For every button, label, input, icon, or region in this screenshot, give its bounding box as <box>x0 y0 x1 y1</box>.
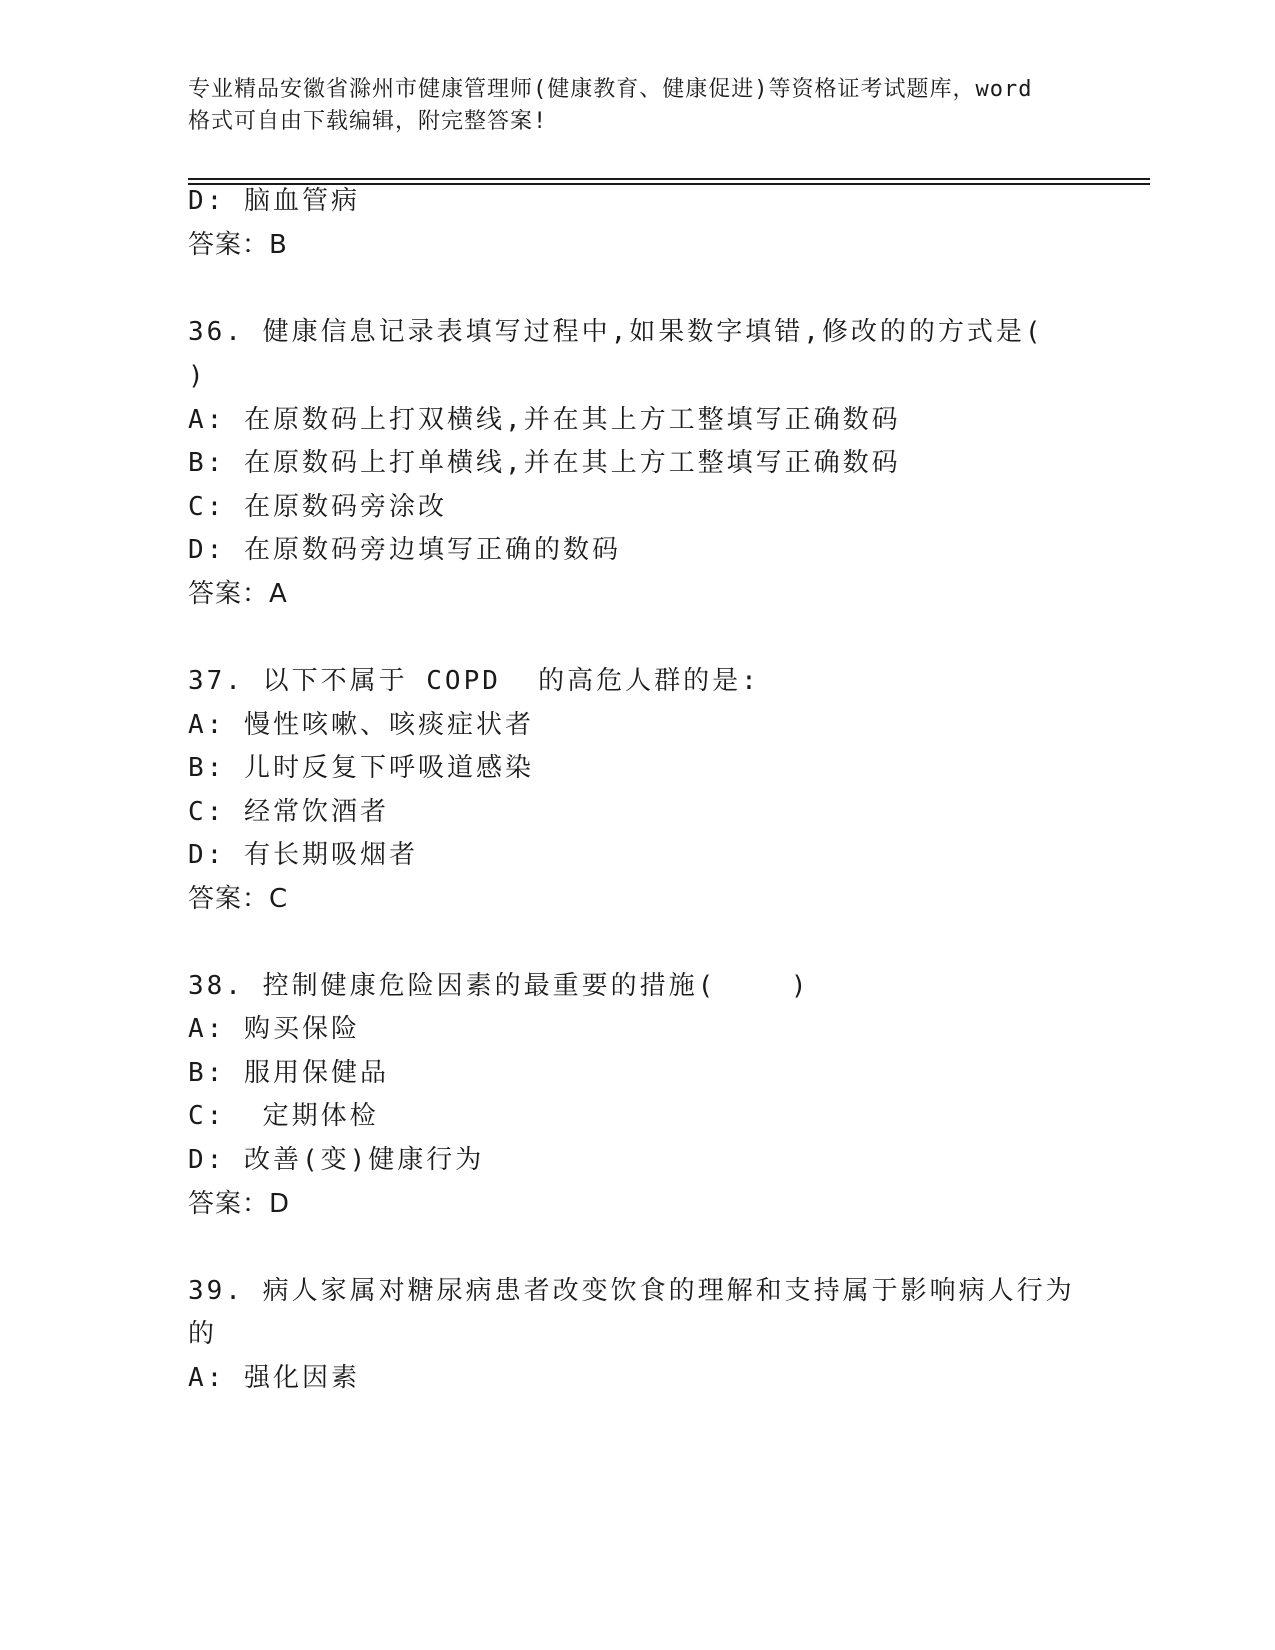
q38-option-c: C: 定期体检 <box>188 1101 379 1131</box>
q36-stem-line-1: 36. 健康信息记录表填写过程中,如果数字填错,修改的的方式是( <box>188 317 1044 347</box>
document-header <box>188 74 1088 138</box>
header-divider-top <box>188 178 1150 180</box>
q37-option-d: D: 有长期吸烟者 <box>188 840 418 870</box>
q36-answer: 答案：A <box>188 579 288 609</box>
q37-option-a: A: 慢性咳嗽、咳痰症状者 <box>188 710 534 740</box>
q36-option-d: D: 在原数码旁边填写正确的数码 <box>188 535 621 565</box>
q36-option-b: B: 在原数码上打单横线,并在其上方工整填写正确数码 <box>188 448 901 478</box>
q35-answer: 答案：B <box>188 230 288 260</box>
q38-option-a: A: 购买保险 <box>188 1014 360 1044</box>
q39-stem-line-2: 的 <box>188 1319 218 1349</box>
q39-stem-line-1: 39. 病人家属对糖尿病患者改变饮食的理解和支持属于影响病人行为 <box>188 1276 1075 1306</box>
q37-option-c: C: 经常饮酒者 <box>188 797 389 827</box>
header-divider-bottom <box>188 183 1150 185</box>
q36-option-a: A: 在原数码上打双横线,并在其上方工整填写正确数码 <box>188 405 901 435</box>
header-line-2: 格式可自由下载编辑，附完整答案! <box>188 109 548 134</box>
q36-stem-line-2: ) <box>188 361 207 391</box>
q36-option-c: C: 在原数码旁涂改 <box>188 492 447 522</box>
q35-option-d: D: 脑血管病 <box>188 186 360 216</box>
q37-option-b: B: 儿时反复下呼吸道感染 <box>188 753 534 783</box>
q37-answer: 答案：C <box>188 884 289 914</box>
q38-option-d: D: 改善(变)健康行为 <box>188 1145 485 1175</box>
header-line-1: 专业精品安徽省滁州市健康管理师(健康教育、健康促进)等资格证考试题库，word <box>188 77 1033 102</box>
q37-stem: 37. 以下不属于 COPD 的高危人群的是: <box>188 666 760 696</box>
q38-option-b: B: 服用保健品 <box>188 1058 389 1088</box>
q38-answer: 答案：D <box>188 1189 291 1219</box>
q39-option-a: A: 强化因素 <box>188 1363 360 1393</box>
q38-stem: 38. 控制健康危险因素的最重要的措施( ) <box>188 971 810 1001</box>
